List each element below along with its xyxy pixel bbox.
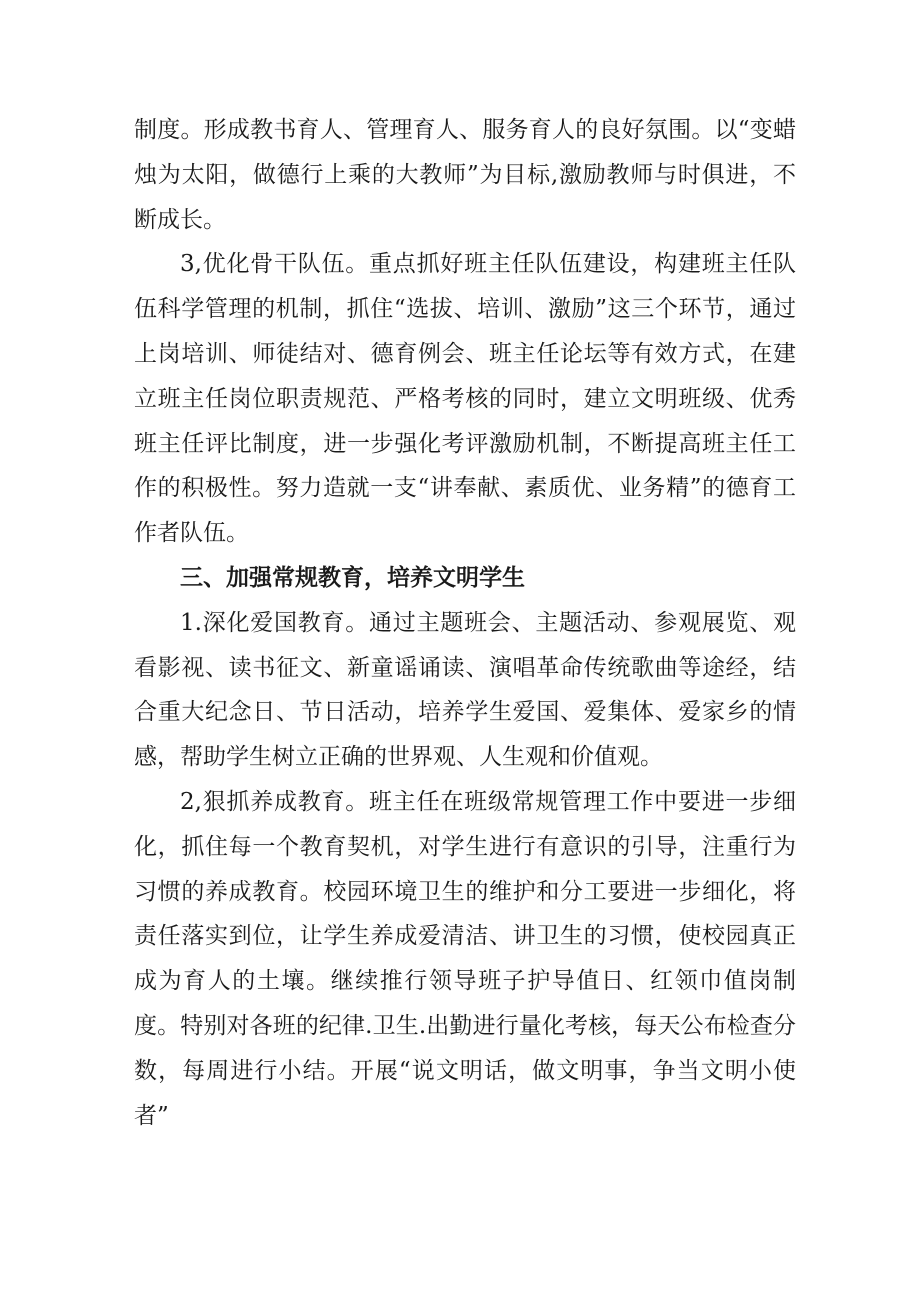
section-heading: 三、加强常规教育，培养文明学生 — [180, 564, 525, 591]
paragraph-continuation: 制度。形成教书育人、管理育人、服务育人的良好氛围。以“变蜡烛为太阳，做德行上乘的大教师”为目标,激励教师与时俱进，不断成长。 — [134, 117, 796, 233]
document-body — [134, 108, 796, 1138]
paragraph-habit-education: 2,狠抓养成教育。班主任在班级常规管理工作中要进一步细化，抓住每一个教育契机，对学生进行有意识的引导，注重行为习惯的养成教育。校园环境卫生的维护和分工要进一步细化，将责任落实到位，让学生养成爱清洁、讲卫生的习惯，使校园真正成为育人的土壤。继续推行领导班子护导值日、红领巾值岗制度。特别对各班的纪律.卫生.出勤进行量化考核，每天公布检查分数，每周进行小结。开展“说文明话，做文明事，争当文明小使者” — [134, 788, 796, 1129]
paragraph-patriotic-education: 1.深化爱国教育。通过主题班会、主题活动、参观展览、观看影视、读书征文、新童谣诵读、演唱革命传统歌曲等途经，结合重大纪念日、节日活动，培养学生爱国、爱集体、爱家乡的情感，帮助学生树立正确的世界观、人生观和价值观。 — [134, 609, 796, 771]
paragraph-optimize-backbone-team: 3,优化骨干队伍。重点抓好班主任队伍建设，构建班主任队伍科学管理的机制，抓住“选拔、培训、激励”这三个环节，通过上岗培训、师徒结对、德育例会、班主任论坛等有效方式，在建立班主任岗位职责规范、严格考核的同时，建立文明班级、优秀班主任评比制度，进一步强化考评激励机制，不断提高班主任工作的积极性。努力造就一支“讲奉献、素质优、业务精”的德育工作者队伍。 — [134, 251, 796, 547]
